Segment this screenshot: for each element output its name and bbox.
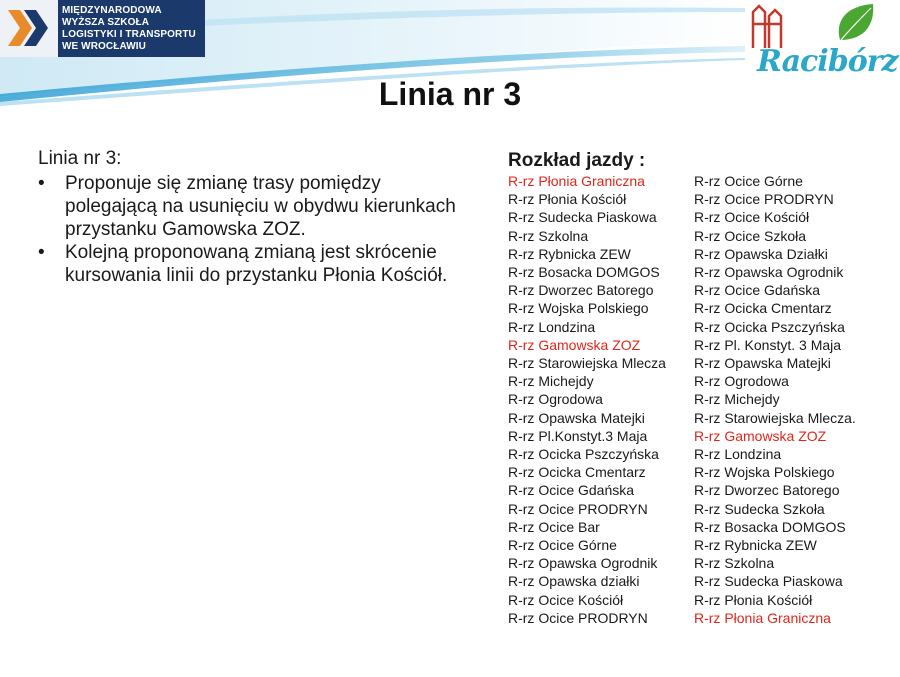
bullet-icon: • bbox=[38, 242, 45, 263]
stop-item: R-rz Płonia Kościół bbox=[508, 191, 627, 208]
bullet-icon: • bbox=[38, 173, 45, 194]
line-description bbox=[38, 148, 458, 287]
stop-item: R-rz Ocicka Pszczyńska bbox=[508, 446, 659, 463]
stop-item: R-rz Sudecka Piaskowa bbox=[508, 209, 657, 226]
stop-item: R-rz Opawska działki bbox=[508, 573, 640, 590]
stop-item: R-rz Ocicka Pszczyńska bbox=[694, 318, 845, 335]
city-tower-leaf-icon bbox=[745, 0, 900, 50]
stop-item: R-rz Ocicka Cmentarz bbox=[508, 464, 646, 481]
stop-item: R-rz Ocice PRODRYN bbox=[694, 191, 834, 208]
slide-title: Linia nr 3 bbox=[378, 76, 522, 112]
stop-item: R-rz Płonia Kościół bbox=[694, 591, 813, 608]
stop-item: R-rz Sudecka Szkoła bbox=[694, 500, 825, 517]
stop-item: R-rz Szkolna bbox=[508, 227, 589, 244]
stop-item: R-rz Ocice Kościół bbox=[508, 591, 624, 608]
stop-item: R-rz Ocice Gdańska bbox=[694, 282, 821, 299]
university-logo bbox=[0, 0, 205, 57]
chevron-logo-icon bbox=[6, 8, 50, 48]
list-item bbox=[38, 172, 458, 241]
stop-item: R-rz Płonia Graniczna bbox=[508, 173, 645, 189]
schedule-heading: Rozkład jazdy : bbox=[508, 150, 646, 171]
stop-item: R-rz Ocice Gdańska bbox=[508, 482, 635, 499]
stop-item: R-rz Ocice PRODRYN bbox=[508, 500, 648, 517]
line-heading: Linia nr 3: bbox=[38, 148, 122, 169]
schedule-column-return bbox=[694, 172, 856, 627]
stop-item: R-rz Starowiejska Mlecza bbox=[508, 355, 666, 372]
stop-item: R-rz Ogrodowa bbox=[694, 373, 789, 390]
university-line: WE WROCŁAWIU bbox=[62, 40, 146, 52]
stop-item: R-rz Ogrodowa bbox=[508, 391, 603, 408]
stop-item: R-rz Ocice Górne bbox=[694, 173, 803, 189]
stop-item: R-rz Gamowska ZOZ bbox=[694, 427, 827, 444]
stop-item: R-rz Londzina bbox=[508, 318, 596, 335]
stop-item: R-rz Płonia Graniczna bbox=[694, 609, 831, 626]
stop-item: R-rz Rybnicka ZEW bbox=[694, 537, 817, 554]
list-item-text: Kolejną proponowaną zmianą jest skrócenie kursowania linii do przystanku Płonia Kościół. bbox=[65, 242, 448, 286]
stop-item: R-rz Dworzec Batorego bbox=[694, 482, 840, 499]
stop-item: R-rz Opawska Ogrodnik bbox=[694, 264, 844, 281]
stop-item: R-rz Ocice Kościół bbox=[694, 209, 810, 226]
stop-item: R-rz Opawska Ogrodnik bbox=[508, 555, 658, 572]
stop-item: R-rz Pl. Konstyt. 3 Maja bbox=[694, 336, 842, 353]
stop-item: R-rz Szkolna bbox=[694, 555, 775, 572]
stop-item: R-rz Ocicka Cmentarz bbox=[694, 300, 832, 317]
stop-item: R-rz Ocice Szkoła bbox=[694, 227, 807, 244]
stop-item: R-rz Ocice Bar bbox=[508, 518, 600, 535]
stop-item: R-rz Opawska Matejki bbox=[694, 355, 831, 372]
stop-item: R-rz Michejdy bbox=[694, 391, 780, 408]
stop-item: R-rz Londzina bbox=[694, 446, 782, 463]
stop-item: R-rz Gamowska ZOZ bbox=[508, 336, 641, 353]
city-name: Racibórz bbox=[757, 44, 898, 79]
stop-item: R-rz Michejdy bbox=[508, 373, 594, 390]
list-item bbox=[38, 241, 458, 287]
stop-item: R-rz Rybnicka ZEW bbox=[508, 245, 631, 262]
stop-item: R-rz Bosacka DOMGOS bbox=[508, 264, 660, 281]
stop-item: R-rz Opawska Działki bbox=[694, 245, 828, 262]
university-name bbox=[58, 5, 196, 53]
stop-item: R-rz Starowiejska Mlecza. bbox=[694, 409, 856, 426]
university-line: LOGISTYKI I TRANSPORTU bbox=[62, 28, 196, 40]
schedule-column-outbound bbox=[508, 172, 666, 627]
stop-item: R-rz Wojska Polskiego bbox=[508, 300, 649, 317]
stop-item: R-rz Ocice PRODRYN bbox=[508, 609, 648, 626]
university-line: MIĘDZYNARODOWA bbox=[62, 4, 162, 16]
stop-item: R-rz Sudecka Piaskowa bbox=[694, 573, 843, 590]
list-item-text: Proponuje się zmianę trasy pomiędzy polegającą na usunięciu w obydwu kierunkach przystanku Gamowska ZOZ. bbox=[65, 173, 456, 240]
stop-item: R-rz Wojska Polskiego bbox=[694, 464, 835, 481]
stop-item: R-rz Pl.Konstyt.3 Maja bbox=[508, 427, 648, 444]
stop-item: R-rz Dworzec Batorego bbox=[508, 282, 654, 299]
stop-item: R-rz Bosacka DOMGOS bbox=[694, 518, 846, 535]
university-line: WYŻSZA SZKOŁA bbox=[62, 16, 150, 28]
stop-item: R-rz Opawska Matejki bbox=[508, 409, 645, 426]
stop-item: R-rz Ocice Górne bbox=[508, 537, 617, 554]
change-list bbox=[38, 172, 458, 287]
